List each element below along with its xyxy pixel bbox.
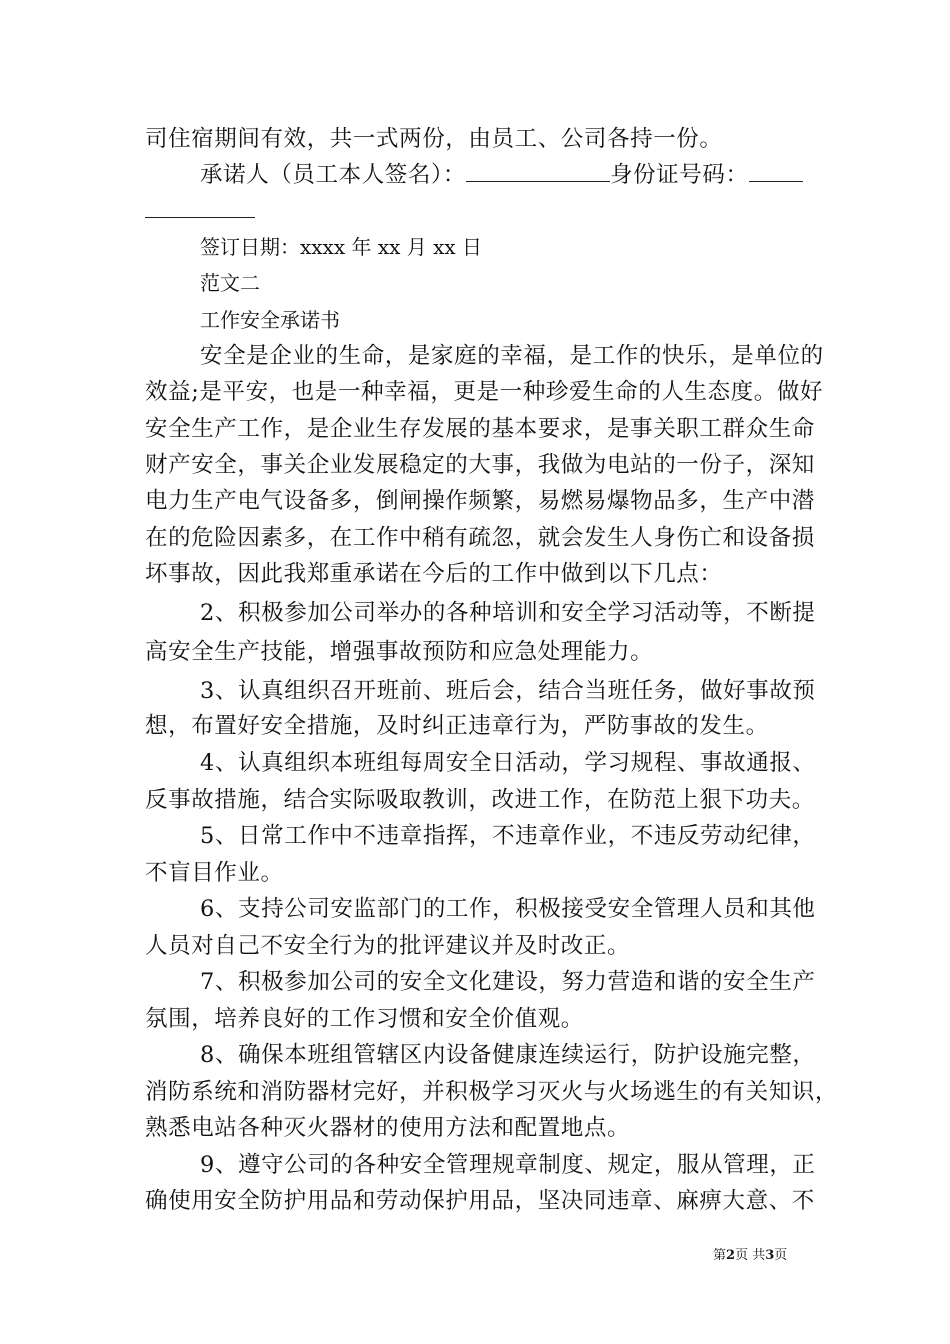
signer-label: 承诺人（员工本人签名）： [200, 162, 466, 188]
text-line: 安全生产工作，是企业生存发展的基本要求，是事关职工群众生命 [145, 416, 815, 442]
id-number-blank-continued [145, 196, 255, 226]
text-line: 司住宿期间有效，共一式两份，由员工、公司各持一份。 [145, 126, 723, 152]
total-pages: 3 [765, 1248, 775, 1263]
text-line: 在的危险因素多，在工作中稍有疏忽，就会发生人身伤亡和设备损 [145, 525, 815, 551]
text-line: 确使用安全防护用品和劳动保护用品，坚决同违章、麻痹大意、不 [145, 1188, 815, 1214]
text-line: 不盲目作业。 [145, 860, 284, 886]
text-line: 高安全生产技能，增强事故预防和应急处理能力。 [145, 639, 654, 665]
text-line: 安全是企业的生命，是家庭的幸福，是工作的快乐，是单位的 [200, 343, 824, 369]
text-line: 电力生产电气设备多，倒闸操作频繁，易燃易爆物品多，生产中潜 [145, 488, 815, 514]
text-line: 氛围，培养良好的工作习惯和安全价值观。 [145, 1006, 584, 1032]
text-line: 反事故措施，结合实际吸取教训，改进工作，在防范上狠下功夫。 [145, 787, 815, 813]
page-prefix: 第 [713, 1248, 727, 1263]
text-line: 财产安全，事关企业发展稳定的大事，我做为电站的一份子，深知 [145, 452, 815, 478]
text-line: 人员对自己不安全行为的批评建议并及时改正。 [145, 933, 631, 959]
document-title: 工作安全承诺书 [200, 308, 340, 332]
text-line: 想，布置好安全措施，及时纠正违章行为，严防事故的发生。 [145, 713, 769, 739]
text-line: 效益;是平安，也是一种幸福，更是一种珍爱生命的人生态度。做好 [145, 379, 824, 405]
signature-blank[interactable] [466, 161, 610, 182]
text-line: 消防系统和消防器材完好，并积极学习灭火与火场逃生的有关知识， [145, 1079, 839, 1105]
list-item: 2、积极参加公司举办的各种培训和安全学习活动等，不断提 [200, 600, 816, 626]
page-middle: 页 共 [735, 1248, 766, 1263]
page-suffix: 页 [774, 1248, 788, 1263]
list-item: 5、日常工作中不违章指挥，不违章作业，不违反劳动纪律， [200, 823, 816, 849]
id-number-blank[interactable] [749, 161, 803, 182]
list-item: 8、确保本班组管辖区内设备健康连续运行，防护设施完整， [200, 1042, 816, 1068]
id-number-label: 身份证号码： [609, 162, 749, 188]
text-line: 熟悉电站各种灭火器材的使用方法和配置地点。 [145, 1115, 631, 1141]
list-item: 3、认真组织召开班前、班后会，结合当班任务，做好事故预 [200, 678, 816, 704]
text-line: 坏事故，因此我郑重承诺在今后的工作中做到以下几点： [145, 561, 723, 587]
list-item: 9、遵守公司的各种安全管理规章制度、规定，服从管理，正 [200, 1152, 816, 1178]
sign-date: 签订日期：xxxx 年 xx 月 xx 日 [200, 235, 483, 259]
section-heading: 范文二 [200, 271, 260, 295]
list-item: 4、认真组织本班组每周安全日活动，学习规程、事故通报、 [200, 750, 816, 776]
list-item: 7、积极参加公司的安全文化建设，努力营造和谐的安全生产 [200, 969, 816, 995]
id-number-blank-2[interactable] [145, 197, 255, 218]
list-item: 6、支持公司安监部门的工作，积极接受安全管理人员和其他 [200, 896, 816, 922]
signature-line [200, 160, 803, 190]
page-number [713, 1247, 787, 1265]
current-page: 2 [726, 1248, 736, 1263]
